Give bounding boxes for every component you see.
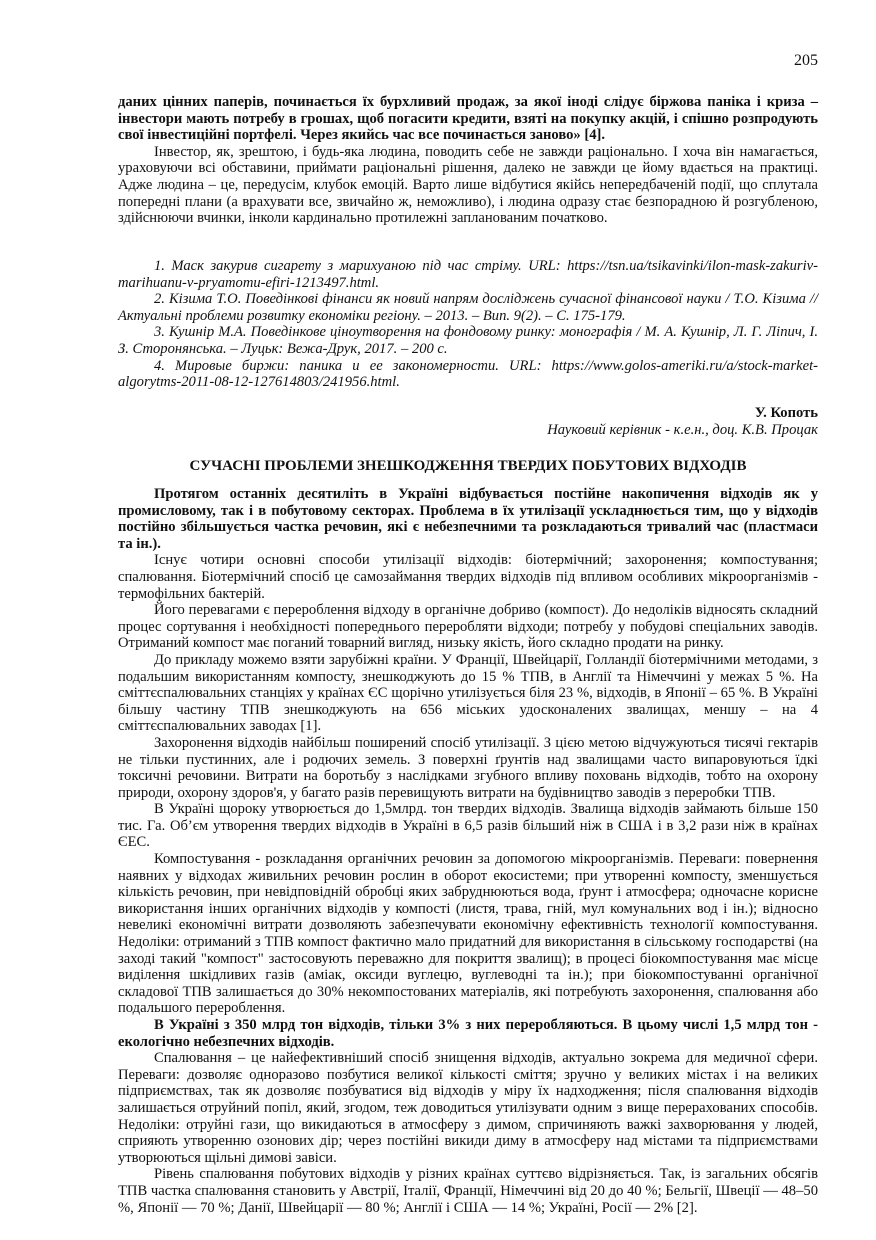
paragraph: Інвестор, як, зрештою, і будь-яка людина, поводить себе не завжди раціонально. І хоча він намагається, ураховуючи всі обставини, приймати раціональні рішення, далеко не завжди це йому вдається на практиці. Адже людина – це, передусім, клубок емоцій. Варто лише відбутися якійсь непередбаченій події, що сплутала попередні плани (а врахувати все, звичайно ж, неможливо), і людина одразу стає безпорадною й розгубленою, здійснюючи вчинки, інколи кардинально протилежні запланованим початково. xyxy=(118,143,818,227)
reference-item: 1. Маск закурив сигарету з марихуаною під час стріму. URL: https://tsn.ua/tsikavinki/ilon-mask-zakuriv-marihuanu-v-pryamomu-efiri-1213497.html. xyxy=(118,258,818,291)
reference-item: 4. Мировые биржи: паника и ее закономерности. URL: https://www.golos-ameriki.ru/a/stock-market-algorytms-2011-08-12-127614803/241956.html. xyxy=(118,357,818,391)
article-body xyxy=(118,486,818,1216)
reference-item: 2. Кізима Т.О. Поведінкові фінанси як новий напрям досліджень сучасної фінансової науки / Т.О. Кізима // Актуальні проблеми розвитку економіки регіону. – 2013. – Вип. 9(2). – С. 175-179. xyxy=(118,291,818,324)
article-title: СУЧАСНІ ПРОБЛЕМИ ЗНЕШКОДЖЕННЯ ТВЕРДИХ ПОБУТОВИХ ВІДХОДІВ xyxy=(189,458,747,474)
supervisor: Науковий керівник - к.е.н., доц. К.В. Процак xyxy=(547,421,818,438)
paragraph: Компостування - розкладання органічних речовин за допомогою мікроорганізмів. Переваги: повернення наявних у відходах живильних речовин рослин в оборот екосистеми; при утворенні компосту, зменшується кількість речовин, при невідповідній обробці яких забруднюються вода, ґрунт і атмосфера; одночасне корисне використання інших органічних відходів у компості (листя, трава, гній, мул комунальних вод і ін.); відносно невеликі економічні витрати дозволяють забезпечувати економічну ефективність технології компостування. Недоліки: отриманий з ТПВ компост фактично мало придатний для використання в сільському господарстві (на заході такий "компост" застосовують переважно для покриття звалищ); в процесі біокомпостування має місце виділення шкідливих газів (аміак, оксиди вуглецю, вуглеводні та ін.); при біокомпостуванні органічної складової ТПВ залишається до 30% некомпостованих матеріалів, які потребують захоронення, спалювання або подальшого перероблення. xyxy=(118,851,818,1017)
paragraph: Спалювання – це найефективніший спосіб знищення відходів, актуально зокрема для медичної сфери. Переваги: дозволяє одноразово позбутися великої кількості сміття; зручно у великих містах і на великих підприємствах, так як дозволяє позбуватися від відходів у міру їх надходження; після спалювання відходів залишається отруйний попіл, який, згодом, теж доводиться утилізувати одним з вище перерахованих способів. Недоліки: отруйні гази, що викидаються в атмосферу з димом, спричиняють важкі захворювання у людей, сприяють утворенню озонових дір; через постійні викиди диму в атмосферу над містами та підприємствами утворюються щільні димові завіси. xyxy=(118,1050,818,1166)
paragraph: Захоронення відходів найбільш поширений спосіб утилізації. З цією метою відчужуються тисячі гектарів не тільки пустинних, але і родючих земель. З поверхні ґрунтів над звалищами часто випаровуються їдкі токсичні речовини. Витрати на боротьбу з наслідками згубного впливу поховань відходів, тобто на охорону природи, охорону здоров'я, у багато разів перевищують витрати на будівництво заводів з переробки ТПВ. xyxy=(118,734,818,801)
author-name: У. Копоть xyxy=(754,405,818,421)
page-number: 205 xyxy=(794,52,818,69)
author-block xyxy=(118,405,818,438)
reference-list xyxy=(118,258,818,391)
paragraph: Існує чотири основні способи утилізації відходів: біотермічний; захоронення; компостування; спалювання. Біотермічний спосіб це самозаймання твердих відходів під впливом особливих мікроорганізмів - термофільних бактерій. xyxy=(118,552,818,602)
previous-article-end xyxy=(118,94,818,227)
paragraph: В Україні з 350 млрд тон відходів, тільки 3% з них переробляються. В цьому числі 1,5 млрд тон - екологічно небезпечних відходів. xyxy=(118,1017,818,1050)
reference-item: 3. Кушнір М.А. Поведінкове ціноутворення на фондовому ринку: монографія / М. А. Кушнір, Л. Г. Ліпич, І. З. Сторонянська. – Луцьк: Вежа-Друк, 2017. – 200 с. xyxy=(118,324,818,357)
paragraph: Його перевагами є перероблення відходу в органічне добриво (компост). До недоліків відносять складний процес сортування і необхідності попереднього переробляти відходи; потребу у побудові спеціальних заводів. Отриманий компост має поганий товарний вигляд, низьку якість, його складно продати на ринку. xyxy=(118,602,818,652)
paragraph: Рівень спалювання побутових відходів у різних країнах суттєво відрізняється. Так, із загальних обсягів ТПВ частка спалювання становить у Австрії, Італії, Франції, Німеччині від 20 до 40 %; Бельгії, Швеції — 48–50 %, Японії — 70 %; Данії, Швейцарії — 80 %; Англії і США — 14 %; Україні, Росії — 2% [2]. xyxy=(118,1166,818,1216)
paragraph: Протягом останніх десятиліть в Україні відбувається постійне накопичення відходів як у промисловому, так і в побутовому секторах. Проблема в їх утилізації ускладнюється тим, що у відходів постійно збільшується частка речовин, які є небезпечними та розкладаються тривалий час (пластмаси та ін.). xyxy=(118,486,818,552)
paragraph: В Україні щороку утворюється до 1,5млрд. тон твердих відходів. Звалища відходів займають більше 150 тис. Га. Об’єм утворення твердих відходів в Україні в 6,5 разів більший ніж в США і в 3,2 рази ніж в країнах ЄЕС. xyxy=(118,801,818,851)
paragraph: До прикладу можемо взяти зарубіжні країни. У Франції, Швейцарії, Голландії біотермічними методами, з подальшим використанням компосту, знешкоджують до 15 % ТПВ, в Англії та Німеччині у межах 5 %. На сміттєспалювальних станціях у країнах ЄС щорічно утилізується біля 23 %, відходів, в Японії – 65 %. В Україні більшу частину ТПВ знешкоджують на 656 міських удосконалених звалищах, меншу – на 4 сміттєспалювальних заводах [1]. xyxy=(118,651,818,735)
quote-ending: даних цінних паперів, починається їх бурхливий продаж, за якої іноді слідує біржова паніка і криза – інвестори мають потребу в грошах, щоб погасити кредити, взяті на покупку акцій, і спішно розпродують свої інвестиційні портфелі. Через якийсь час все починається заново» [4]. xyxy=(118,94,818,144)
